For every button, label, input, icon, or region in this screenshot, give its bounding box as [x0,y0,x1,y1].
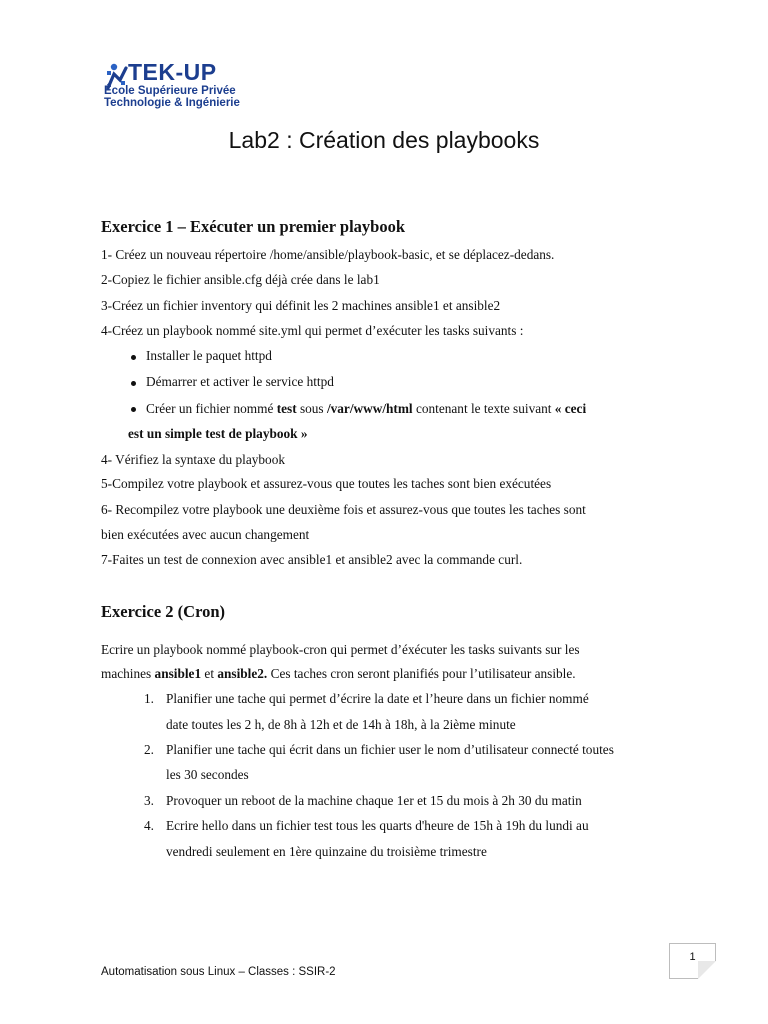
bullet-icon [131,381,136,386]
ex2-step-1-line-2: date toutes les 2 h, de 8h à 12h et de 14h à 18h, à la 2ième minute [166,717,516,732]
page-fold-corner [698,961,716,979]
ex2-step-1-line-1: Planifier une tache qui permet d’écrire la date et l’heure dans un fichier nommé [166,691,589,706]
ex1-item-1: 1- Créez un nouveau répertoire /home/ansible/playbook-basic, et se déplacez-dedans. [101,247,555,262]
exercice2-heading: Exercice 2 (Cron) [101,602,226,621]
bullet3-bold-quote-start: « ceci [554,401,587,416]
step-number: 1. [144,691,154,706]
bullet-icon [131,407,136,412]
logo-line-2: Technologie & Ingénierie [104,97,240,109]
intro2-text-3: Ces taches cron seront planifiés pour l’utilisateur ansible. [267,666,576,681]
intro2-bold-ansible2: ansible2. [217,666,268,681]
step-number: 3. [144,793,154,808]
ex1-item-7a: 6- Recompilez votre playbook une deuxième fois et assurez-vous que toutes les taches sont [101,502,586,517]
ex1-item-8: 7-Faites un test de connexion avec ansible1 et ansible2 avec la commande curl. [101,552,523,567]
page-number: 1 [689,951,696,963]
logo-brand: TEK-UP [128,59,217,85]
ex2-step-2-line-1: Planifier une tache qui écrit dans un fichier user le nom d’utilisateur connecté toutes [166,742,614,757]
page-title: Lab2 : Création des playbooks [228,127,540,153]
step-number: 2. [144,742,154,757]
intro2-bold-ansible1: ansible1 [154,666,202,681]
bullet3-text-3: contenant le texte suivant [412,401,555,416]
bullet3-text-2: sous [296,401,327,416]
bullet3-bold-path: /var/www/html [326,401,413,416]
ex1-bullet-2: Démarrer et activer le service httpd [146,374,334,389]
step-number: 4. [144,818,154,833]
ex1-bullet-3-cont: est un simple test de playbook » [128,426,308,441]
exercice1-heading: Exercice 1 – Exécuter un premier playbook [101,217,406,236]
ex1-item-7b: bien exécutées avec aucun changement [101,527,310,542]
page-number-box [669,943,716,979]
ex1-item-6: 5-Compilez votre playbook et assurez-vous que toutes les taches sont bien exécutées [101,476,552,491]
ex2-step-2-line-2: les 30 secondes [166,767,249,782]
ex1-item-2: 2-Copiez le fichier ansible.cfg déjà crée dans le lab1 [101,272,380,287]
ex2-step-4-line-1: Ecrire hello dans un fichier test tous les quarts d'heure de 15h à 19h du lundi au [166,818,589,833]
intro2-text-2: et [201,666,218,681]
bullet3-text-1: Créer un fichier nommé [146,401,277,416]
logo-line-1: École Supérieure Privée [104,85,236,97]
ex1-bullet-1: Installer le paquet httpd [146,348,272,363]
intro2-text-1: machines [101,666,155,681]
ex2-intro-1: Ecrire un playbook nommé playbook-cron qui permet d’éxécuter les tasks suivants sur les [101,642,580,657]
ex1-item-3: 3-Créez un fichier inventory qui définit les 2 machines ansible1 et ansible2 [101,298,501,313]
bullet-icon [131,355,136,360]
ex1-item-4: 4-Créez un playbook nommé site.yml qui permet d’exécuter les tasks suivants : [101,323,524,338]
ex2-step-4-line-2: vendredi seulement en 1ère quinzaine du troisième trimestre [166,844,487,859]
ex1-item-5: 4- Vérifiez la syntaxe du playbook [101,452,286,467]
footer-text: Automatisation sous Linux – Classes : SSIR-2 [101,966,336,978]
tekup-logo [104,60,254,112]
ex2-step-3-line-1: Provoquer un reboot de la machine chaque 1er et 15 du mois à 2h 30 du matin [166,793,582,808]
bullet3-bold-test: test [276,401,297,416]
ex1-bullet-3 [146,401,586,417]
ex2-intro-2 [101,666,576,682]
